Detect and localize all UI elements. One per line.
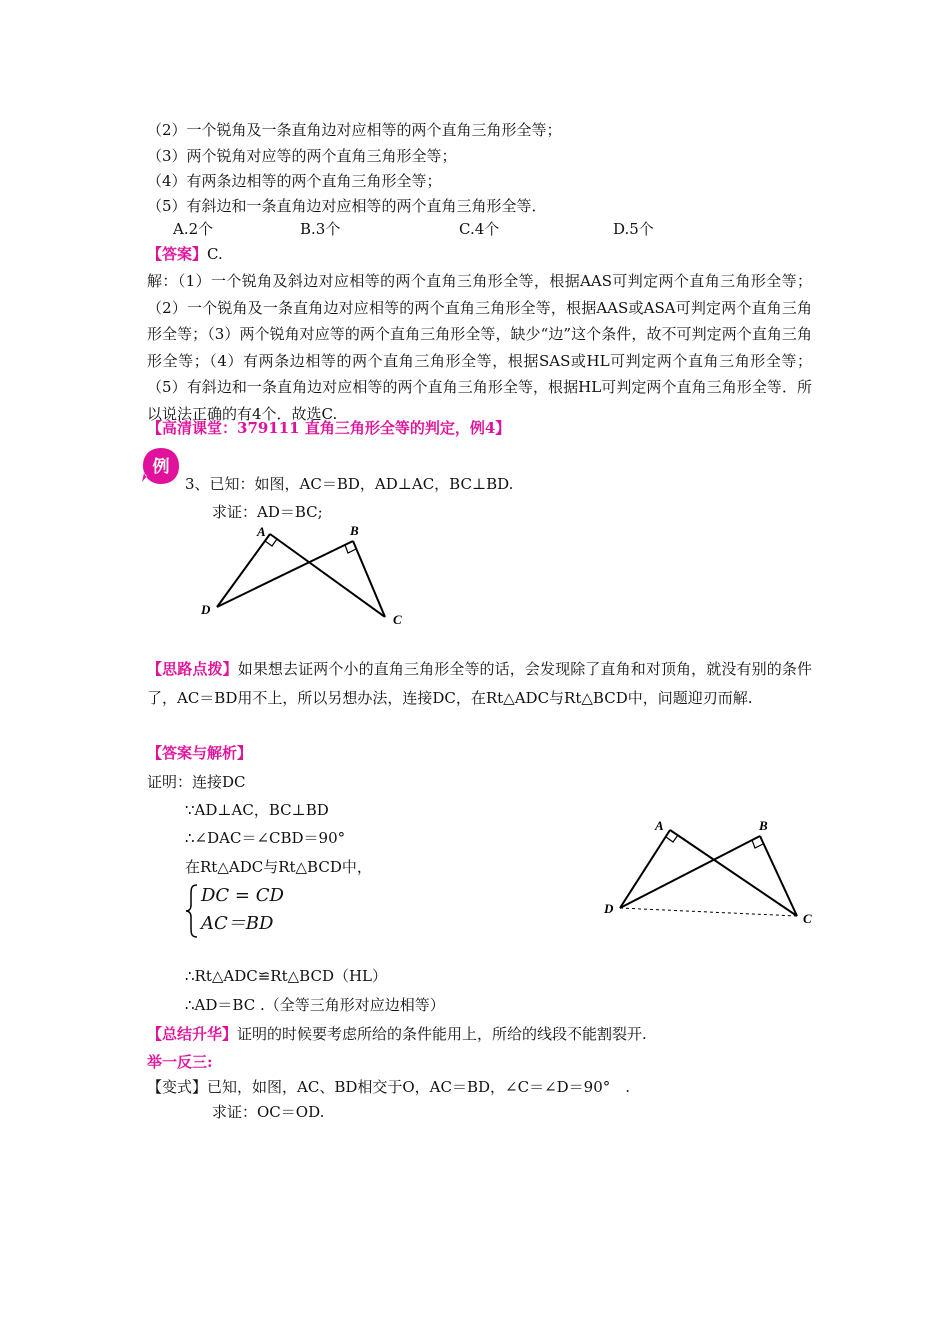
label-d: D	[201, 602, 211, 617]
example-problem: 3、已知：如图，AC＝BD，AD⊥AC，BC⊥BD.	[185, 475, 514, 493]
proof-line-4: 在Rt△ADC与Rt△BCD中，	[185, 858, 372, 876]
variant-prove: 求证：OC＝OD.	[212, 1103, 325, 1121]
analysis-tag: 【答案与解析】	[147, 744, 253, 762]
brace-icon	[185, 883, 199, 939]
proof-line-2: ∵AD⊥AC，BC⊥BD	[185, 801, 329, 819]
hint-tag: 【思路点拨】	[147, 660, 238, 678]
statement-2: （2）一个锐角及一条直角边对应相等的两个直角三角形全等；	[147, 121, 562, 139]
variant-line	[147, 1076, 630, 1098]
segment-db-2	[620, 836, 760, 908]
segment-dc-dashed	[620, 908, 797, 916]
conclusion-2: ∴AD＝BC .（全等三角形对应边相等）	[185, 996, 445, 1014]
statement-4: （4）有两条边相等的两个直角三角形全等；	[147, 172, 442, 190]
conclusion-1: ∴Rt△ADC≌Rt△BCD（HL）	[185, 967, 388, 985]
equation-ac-bd: AC＝BD	[201, 913, 274, 934]
summary-text: 证明的时候要考虑所给的条件能用上，所给的线段不能割裂开.	[237, 1025, 647, 1043]
option-a: A.2个	[173, 220, 214, 238]
right-angle-mark-a-2	[666, 835, 678, 842]
example-badge-icon	[141, 446, 181, 486]
practice-title: 举一反三:	[147, 1053, 213, 1071]
segment-da	[217, 534, 270, 607]
label-c-2: C	[803, 911, 812, 926]
segment-da-2	[620, 830, 670, 908]
statement-3: （3）两个锐角对应等的两个直角三角形全等；	[147, 147, 457, 165]
summary-tag: 【总结升华】	[147, 1025, 238, 1043]
label-b: B	[350, 523, 359, 538]
variant-text: 已知，如图，AC、BD相交于O，AC＝BD，∠C＝∠D＝90° .	[207, 1078, 631, 1096]
hint-text: 如果想去证两个小的直角三角形全等的话，会发现除了直角和对顶角，就没有别的条件了，AC＝BD用不上，所以另想办法，连接DC，在Rt△ADC与Rt△BCD中，问题迎刃而解.	[147, 660, 812, 707]
segment-db	[217, 541, 353, 607]
label-c: C	[393, 612, 402, 627]
solution-paragraph: 解：（1）一个锐角及斜边对应相等的两个直角三角形全等，根据AAS可判定两个直角三角形全等；（2）一个锐角及一条直角边对应相等的两个直角三角形全等，根据AAS或ASA可判定两个直角三角形全等；（3）两个锐角对应等的两个直角三角形全等，缺少“边”这个条件，故不可判定两个直角三角形全等；（4）有两条边相等的两个直角三角形全等，根据SAS或HL可判定两个直角三角形全等；（5）有斜边和一条直角边对应相等的两个直角三角形全等，根据HL可判定两个直角三角形全等．所以说法正确的有4个．故选C.	[147, 272, 812, 423]
summary-line	[147, 1023, 647, 1045]
option-d: D.5个	[613, 220, 654, 238]
figure-crossed-triangles	[195, 520, 415, 630]
label-a: A	[257, 524, 266, 539]
variant-tag: 【变式】	[147, 1078, 208, 1096]
label-a-2: A	[655, 818, 664, 833]
prove-statement: 求证：AD＝BC;	[212, 503, 323, 521]
answer-value: C.	[207, 245, 223, 263]
option-c: C.4个	[459, 220, 500, 238]
label-b-2: B	[759, 818, 768, 833]
hint-paragraph	[147, 655, 812, 713]
proof-line-1: 证明：连接DC	[147, 773, 246, 791]
answer-tag: 【答案】	[147, 245, 208, 263]
proof-line-3: ∴∠DAC＝∠CBD＝90°	[185, 829, 346, 847]
figure-crossed-triangles-with-dc	[600, 810, 820, 930]
answer-line	[147, 243, 223, 265]
statement-5: （5）有斜边和一条直角边对应相等的两个直角三角形全等．	[147, 197, 547, 215]
example-badge-text: 例	[152, 457, 170, 477]
label-d-2: D	[604, 901, 614, 916]
lesson-link: 【高清课堂：379111 直角三角形全等的判定，例4】	[147, 419, 511, 437]
option-b: B.3个	[300, 220, 341, 238]
equation-dc-cd: DC = CD	[201, 885, 284, 906]
